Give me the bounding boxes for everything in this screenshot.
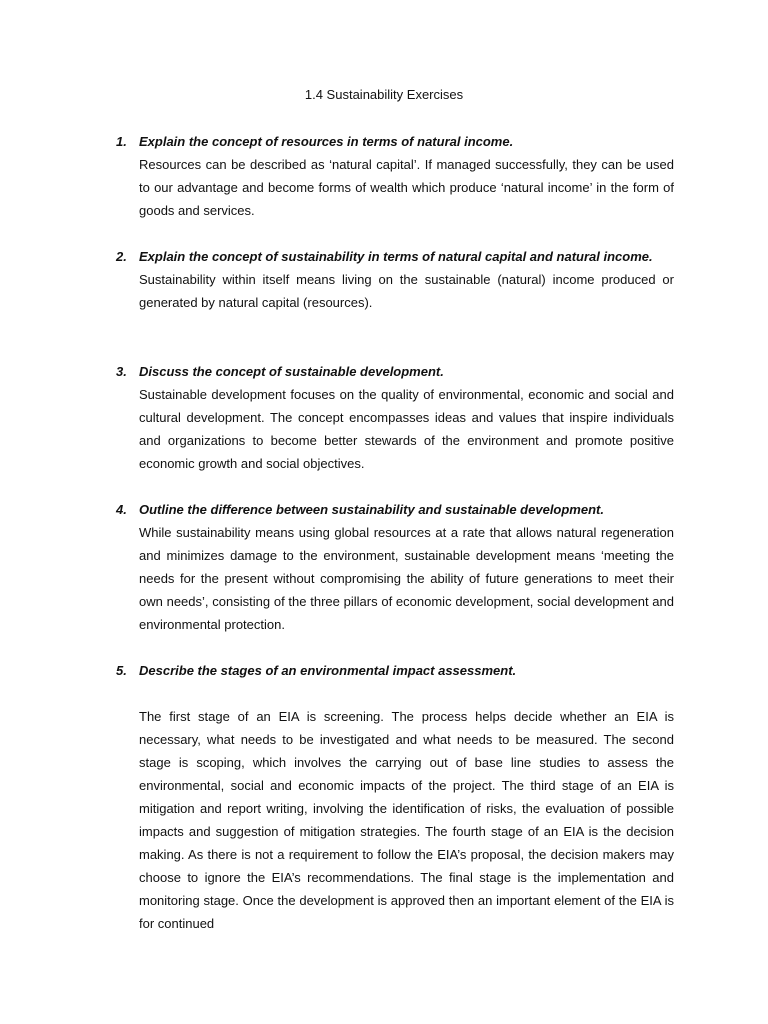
answer-text: Sustainable development focuses on the quality of environmental, economic and social and cultural development. The concept encompasses ideas and values that inspire individuals and organizations to become better stewards of the environment and promote positive economic growth and social objectives. — [139, 387, 674, 471]
item-number: 5. — [116, 663, 127, 678]
page-title: 1.4 Sustainability Exercises — [304, 87, 464, 102]
item-number: 2. — [116, 249, 127, 264]
answer-text: The first stage of an EIA is screening. The process helps decide whether an EIA is necessary, what needs to be investigated and what needs to be measured. The second stage is scoping, which involves the carrying out of base line studies to assess the environmental, social and economic impacts of the project. The third stage of an EIA is mitigation and report writing, involving the identification of risks, the evaluation of possible impacts and suggestion of mitigation strategies. The fourth stage of an EIA is the decision making. As there is not a requirement to follow the EIA’s proposal, the decision makers may choose to ignore the EIA’s recommendations. The final stage is the implementation and monitoring stage. Once the development is approved then an important element of the EIA is for continued — [139, 709, 674, 931]
exercise-item-2 — [116, 245, 674, 314]
question-text: Explain the concept of resources in terms of natural income. — [139, 134, 514, 149]
question-text: Outline the difference between sustainability and sustainable development. — [139, 502, 604, 517]
exercise-item-1 — [116, 130, 674, 222]
question-text: Explain the concept of sustainability in terms of natural capital and natural income. — [139, 249, 653, 264]
exercise-item-4 — [116, 498, 674, 636]
item-number: 3. — [116, 364, 127, 379]
exercise-item-3 — [116, 360, 674, 475]
exercise-item-5 — [116, 659, 674, 935]
item-number: 1. — [116, 134, 127, 149]
answer-text: Sustainability within itself means living on the sustainable (natural) income produced or generated by natural capital (resources). — [139, 272, 674, 310]
question-text: Discuss the concept of sustainable development. — [139, 364, 444, 379]
answer-text: While sustainability means using global resources at a rate that allows natural regeneration and minimizes damage to the environment, sustainable development means ‘meeting the needs for the present without compromising the ability of future generations to meet their own needs’, consisting of the three pillars of economic development, social development and environmental protection. — [139, 525, 674, 632]
item-number: 4. — [116, 502, 127, 517]
answer-text: Resources can be described as ‘natural capital’. If managed successfully, they can be used to our advantage and become forms of wealth which produce ‘natural income’ in the form of goods and services. — [139, 157, 674, 218]
question-text: Describe the stages of an environmental impact assessment. — [139, 663, 517, 678]
